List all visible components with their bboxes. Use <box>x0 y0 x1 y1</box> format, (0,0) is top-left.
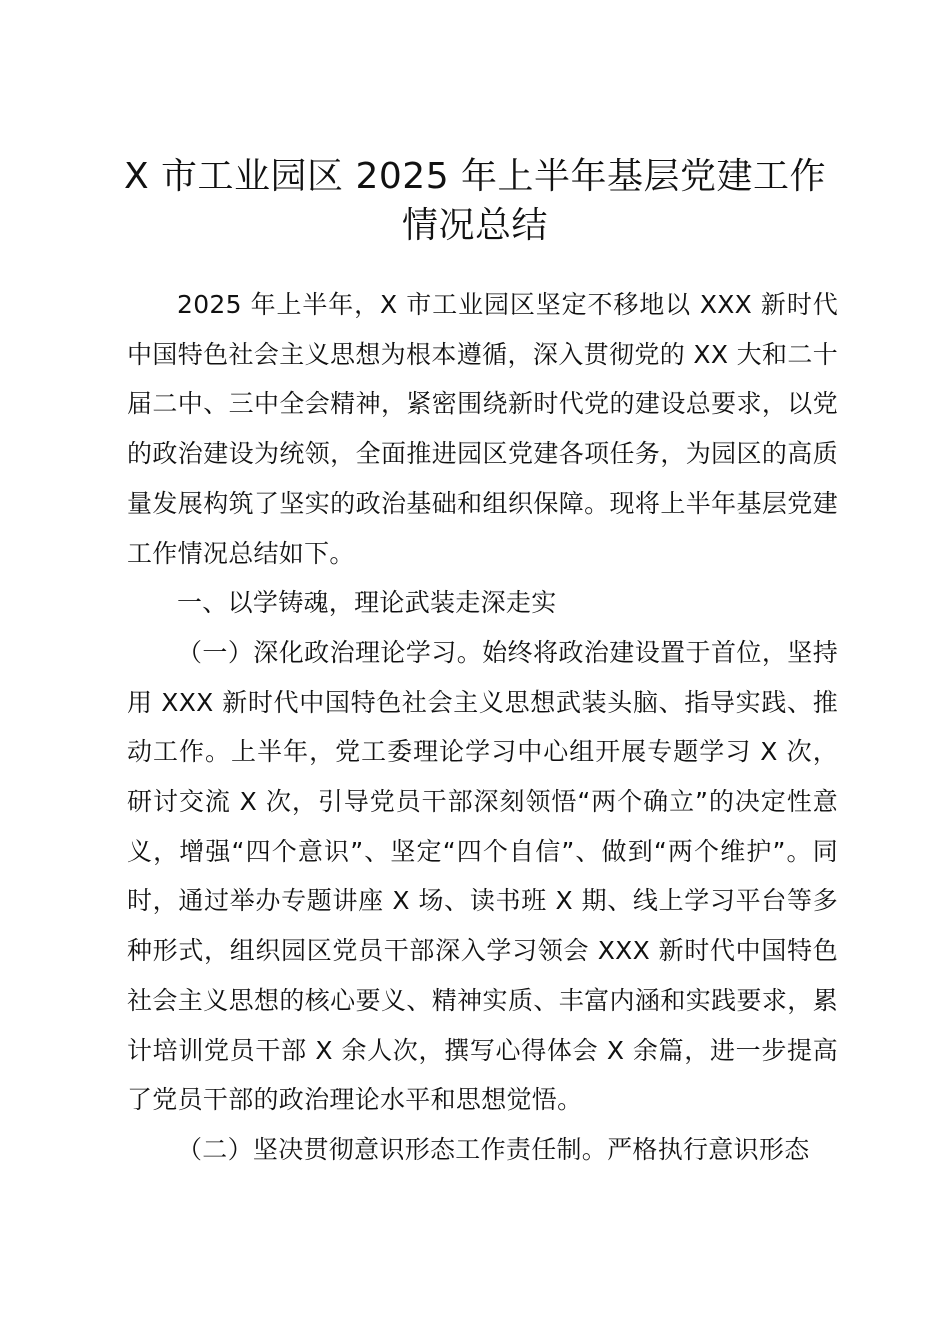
document-title: X 市工业园区 2025 年上半年基层党建工作情况总结 <box>123 156 827 246</box>
intro-paragraph: 2025 年上半年，X 市工业园区坚定不移地以 XXX 新时代中国特色社会主义思想为根本遵循，深入贯彻党的 XX 大和二十届二中、三中全会精神，紧密围绕新时代党的建设总要求，以党的政治建设为统领，全面推进园区党建各项任务，为园区的高质量发展构筑了坚实的政治基础和组织保障。现将上半年基层党建工作情况总结如下。 <box>127 290 838 568</box>
document-body <box>127 280 838 1175</box>
subsection-paragraph-1: （一）深化政治理论学习。始终将政治建设置于首位，坚持用 XXX 新时代中国特色社会主义思想武装头脑、指导实践、推动工作。上半年，党工委理论学习中心组开展专题学习 X 次，研讨交流 X 次，引导党员干部深刻领悟“两个确立”的决定性意义，增强“四个意识”、坚定“四个自信”、做到“两个维护”。同时，通过举办专题讲座 X 场、读书班 X 期、线上学习平台等多种形式，组织园区党员干部深入学习领会 XXX 新时代中国特色社会主义思想的核心要义、精神实质、丰富内涵和实践要求，累计培训党员干部 X 余人次，撰写心得体会 X 余篇，进一步提高了党员干部的政治理论水平和思想觉悟。 <box>127 637 838 1115</box>
section-heading-1: 一、以学铸魂，理论武装走深走实 <box>177 588 557 618</box>
subsection-paragraph-2: （二）坚决贯彻意识形态工作责任制。严格执行意识形态 <box>177 1134 810 1164</box>
